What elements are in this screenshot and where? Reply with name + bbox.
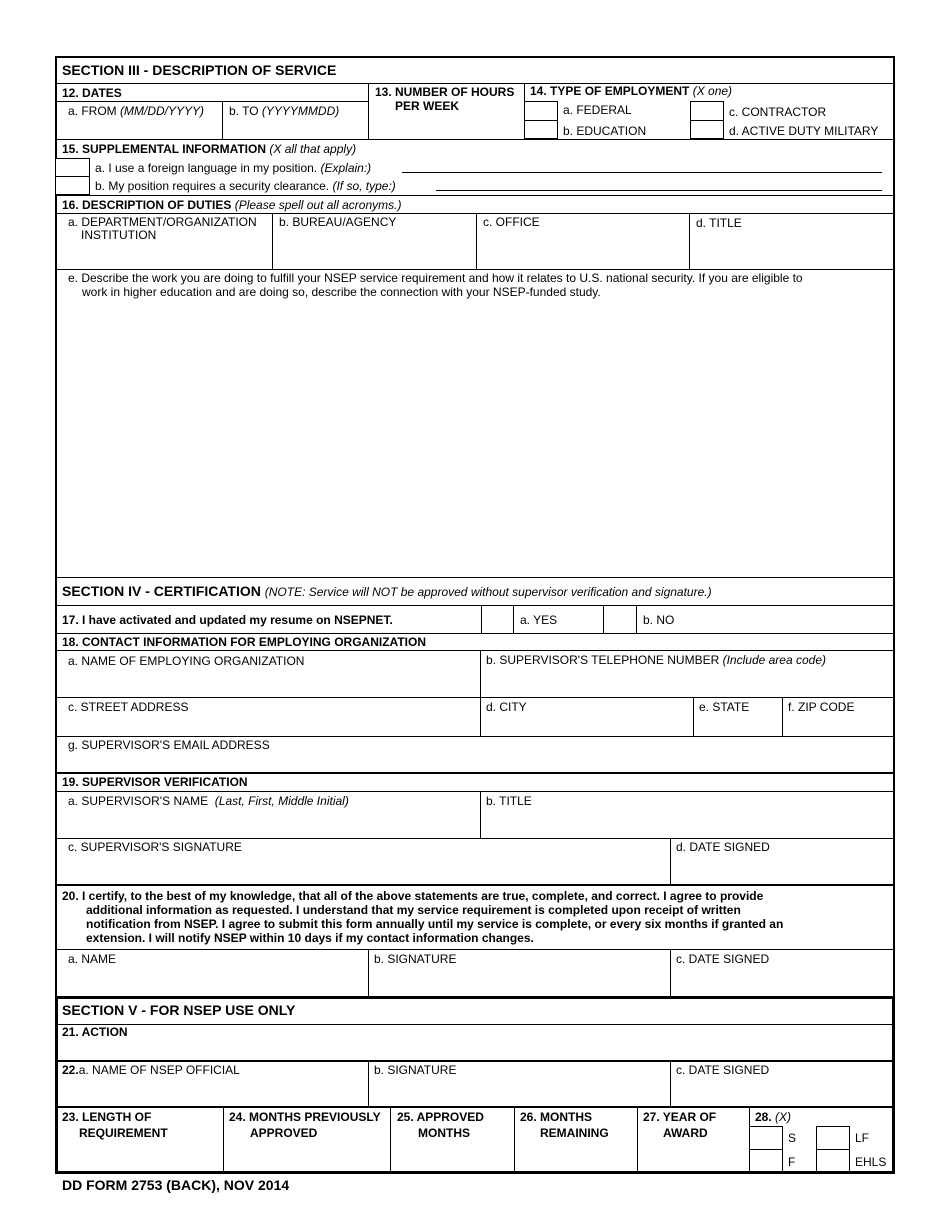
foreign-language-label: a. I use a foreign language in my position. (Explain:) [95, 161, 372, 175]
divider [55, 195, 895, 196]
dates-from-label: a. FROM (MM/DD/YYYY) [68, 104, 205, 118]
supervisor-name-field[interactable] [60, 811, 476, 835]
foreign-language-explain-line [402, 172, 882, 173]
divider [223, 1106, 224, 1172]
divider [368, 83, 369, 139]
supervisor-title-label: b. TITLE [486, 794, 532, 808]
date-to-field[interactable] [226, 119, 364, 137]
divider [55, 772, 895, 774]
certify-line-3: notification from NSEP. I agree to submit this form annually until my service is complete, or every six months if granted an [86, 917, 784, 931]
bureau-label: b. BUREAU/AGENCY [279, 215, 397, 229]
divider [55, 949, 895, 950]
zip-label: f. ZIP CODE [788, 700, 855, 714]
lf-checkbox[interactable] [816, 1126, 850, 1150]
security-clearance-type-line [436, 190, 882, 191]
divider [55, 884, 895, 886]
divider [670, 949, 671, 996]
action-field[interactable] [60, 1040, 890, 1058]
zip-field[interactable] [786, 715, 890, 734]
certify-date-label: c. DATE SIGNED [676, 952, 770, 966]
nsep-signature-field[interactable] [372, 1080, 666, 1104]
divider [272, 213, 273, 269]
lf-label: LF [855, 1131, 870, 1145]
state-field[interactable] [697, 715, 778, 734]
employer-name-field[interactable] [60, 670, 476, 694]
nsep-date-label: c. DATE SIGNED [676, 1063, 770, 1077]
employment-label: 14. TYPE OF EMPLOYMENT (X one) [530, 84, 733, 98]
office-label: c. OFFICE [483, 215, 540, 229]
months-remaining-label-2: REMAINING [540, 1126, 609, 1140]
nsep-signature-label: b. SIGNATURE [374, 1063, 457, 1077]
divider [689, 213, 690, 269]
certify-line-2: additional information as requested. I understand that my service requirement is completed upon receipt of written [86, 903, 741, 917]
year-of-award-label-2: AWARD [663, 1126, 708, 1140]
street-address-label: c. STREET ADDRESS [68, 700, 189, 714]
divider [55, 650, 895, 651]
approved-months-label-1: 25. APPROVED [397, 1110, 484, 1124]
divider [55, 1024, 895, 1025]
supervisor-signature-field[interactable] [60, 857, 666, 883]
contractor-label: c. CONTRACTOR [729, 105, 827, 119]
months-previously-label-2: APPROVED [250, 1126, 318, 1140]
f-label: F [788, 1155, 796, 1169]
education-label: b. EDUCATION [563, 124, 647, 138]
resume-label: 17. I have activated and updated my resume on NSEPNET. [62, 613, 393, 627]
hours-per-week-field[interactable] [372, 115, 520, 137]
supervisor-verification-label: 19. SUPERVISOR VERIFICATION [62, 775, 248, 789]
ehls-label: EHLS [855, 1155, 887, 1169]
length-field[interactable] [60, 1144, 219, 1170]
divider [368, 949, 369, 996]
approved-months-field[interactable] [394, 1144, 510, 1170]
divider [55, 633, 895, 634]
certify-name-field[interactable] [60, 968, 364, 993]
divider [55, 697, 895, 698]
supervisor-date-label: d. DATE SIGNED [676, 840, 770, 854]
resume-yes-checkbox[interactable] [481, 605, 514, 634]
divider [55, 269, 895, 270]
form-footer: DD FORM 2753 (BACK), NOV 2014 [62, 1177, 290, 1193]
supervisor-phone-field[interactable] [484, 670, 890, 694]
months-remaining-label-1: 26. MONTHS [520, 1110, 593, 1124]
divider [55, 736, 895, 737]
approved-months-label-2: MONTHS [418, 1126, 470, 1140]
certify-signature-field[interactable] [372, 968, 666, 993]
divider [693, 697, 694, 736]
supervisor-email-field[interactable] [60, 753, 890, 771]
months-remaining-field[interactable] [518, 1144, 633, 1170]
year-of-award-field[interactable] [641, 1144, 745, 1170]
hours-label-1: 13. NUMBER OF HOURS [375, 85, 515, 99]
describe-work-line-2: work in higher education and are doing so, describe the connection with your NSEP-funded study. [82, 285, 601, 299]
certify-name-label: a. NAME [68, 952, 117, 966]
divider [55, 83, 895, 84]
supervisor-email-label: g. SUPERVISOR'S EMAIL ADDRESS [68, 738, 270, 752]
foreign-language-checkbox[interactable] [55, 158, 90, 177]
divider [55, 605, 895, 606]
department-field[interactable] [60, 244, 268, 266]
nsep-official-label: 22.a. NAME OF NSEP OFFICIAL [62, 1063, 240, 1077]
date-from-field[interactable] [60, 119, 218, 137]
foreign-language-explain-field[interactable] [402, 158, 882, 172]
divider [222, 101, 223, 139]
supplemental-label: 15. SUPPLEMENTAL INFORMATION (X all that apply) [62, 142, 357, 156]
divider [637, 1106, 638, 1172]
divider [55, 1060, 895, 1062]
security-clearance-checkbox[interactable] [55, 176, 90, 195]
action-label: 21. ACTION [62, 1025, 128, 1039]
military-label: d. ACTIVE DUTY MILITARY [729, 124, 879, 138]
divider [480, 791, 481, 838]
divider [782, 697, 783, 736]
federal-checkbox[interactable] [524, 101, 558, 121]
year-of-award-label-1: 27. YEAR OF [643, 1110, 717, 1124]
divider [390, 1106, 391, 1172]
dates-label: 12. DATES [62, 86, 122, 100]
nsep-official-field[interactable] [60, 1080, 364, 1104]
contact-info-label: 18. CONTACT INFORMATION FOR EMPLOYING ORGANIZATION [62, 635, 426, 649]
certify-date-field[interactable] [674, 968, 890, 993]
divider [55, 101, 368, 102]
supervisor-signature-label: c. SUPERVISOR'S SIGNATURE [68, 840, 242, 854]
item-28-label: 28. (X) [755, 1110, 792, 1124]
divider [55, 1106, 895, 1108]
ehls-checkbox[interactable] [816, 1149, 850, 1172]
section-3-title: SECTION III - DESCRIPTION OF SERVICE [62, 62, 337, 78]
length-label-1: 23. LENGTH OF [62, 1110, 152, 1124]
employer-name-label: a. NAME OF EMPLOYING ORGANIZATION [68, 654, 305, 668]
divider [55, 213, 895, 214]
section-5-title: SECTION V - FOR NSEP USE ONLY [62, 1002, 296, 1018]
divider [670, 838, 671, 885]
duties-label: 16. DESCRIPTION OF DUTIES (Please spell out all acronyms.) [62, 198, 402, 212]
supervisor-phone-label: b. SUPERVISOR'S TELEPHONE NUMBER (Include area code) [486, 653, 826, 667]
divider [368, 1060, 369, 1106]
hours-label-2: PER WEEK [395, 99, 460, 113]
military-checkbox[interactable] [690, 120, 724, 139]
divider [476, 213, 477, 269]
s-checkbox[interactable] [749, 1126, 783, 1150]
describe-work-line-1: e. Describe the work you are doing to fulfill your NSEP service requirement and how it relates to U.S. national security. If you are eligible to [68, 271, 803, 285]
months-previously-field[interactable] [227, 1144, 386, 1170]
divider [55, 139, 895, 140]
certify-line-1: 20. I certify, to the best of my knowledge, that all of the above statements are true, complete, and correct. I agree to provide [62, 889, 764, 903]
supervisor-date-field[interactable] [674, 857, 890, 883]
divider [55, 838, 895, 839]
certify-line-4: extension. I will notify NSEP within 10 days if my contact information changes. [86, 931, 534, 945]
divider [55, 577, 895, 578]
length-label-2: REQUIREMENT [79, 1126, 168, 1140]
dates-to-label: b. TO (YYYYMMDD) [229, 104, 340, 118]
months-previously-label-1: 24. MONTHS PREVIOUSLY [229, 1110, 381, 1124]
city-label: d. CITY [486, 700, 527, 714]
education-checkbox[interactable] [524, 120, 558, 139]
department-label-2: INSTITUTION [81, 228, 157, 242]
resume-no-label: b. NO [643, 613, 675, 627]
divider [480, 650, 481, 736]
s-label: S [788, 1131, 797, 1145]
describe-work-field[interactable] [60, 302, 890, 574]
nsep-date-field[interactable] [674, 1080, 890, 1104]
section-4-title: SECTION IV - CERTIFICATION (NOTE: Service will NOT be approved without supervisor verification and signature.) [62, 583, 712, 599]
divider [514, 1106, 515, 1172]
security-clearance-type-field[interactable] [436, 176, 882, 190]
divider [670, 1060, 671, 1106]
office-field[interactable] [480, 232, 685, 266]
city-field[interactable] [484, 715, 689, 734]
street-address-field[interactable] [60, 715, 476, 734]
federal-label: a. FEDERAL [563, 103, 632, 117]
supervisor-name-label: a. SUPERVISOR'S NAME (Last, First, Middle Initial) [68, 794, 349, 808]
security-clearance-label: b. My position requires a security clearance. (If so, type:) [95, 179, 396, 193]
title-label: d. TITLE [696, 216, 742, 230]
contractor-checkbox[interactable] [690, 101, 724, 121]
resume-no-checkbox[interactable] [603, 605, 637, 634]
state-label: e. STATE [699, 700, 750, 714]
certify-signature-label: b. SIGNATURE [374, 952, 457, 966]
bureau-field[interactable] [276, 232, 472, 266]
supervisor-title-field[interactable] [484, 811, 890, 835]
title-field[interactable] [693, 232, 891, 266]
resume-yes-label: a. YES [520, 613, 558, 627]
divider [55, 791, 895, 792]
department-label-1: a. DEPARTMENT/ORGANIZATION [68, 215, 257, 229]
f-checkbox[interactable] [749, 1149, 783, 1172]
